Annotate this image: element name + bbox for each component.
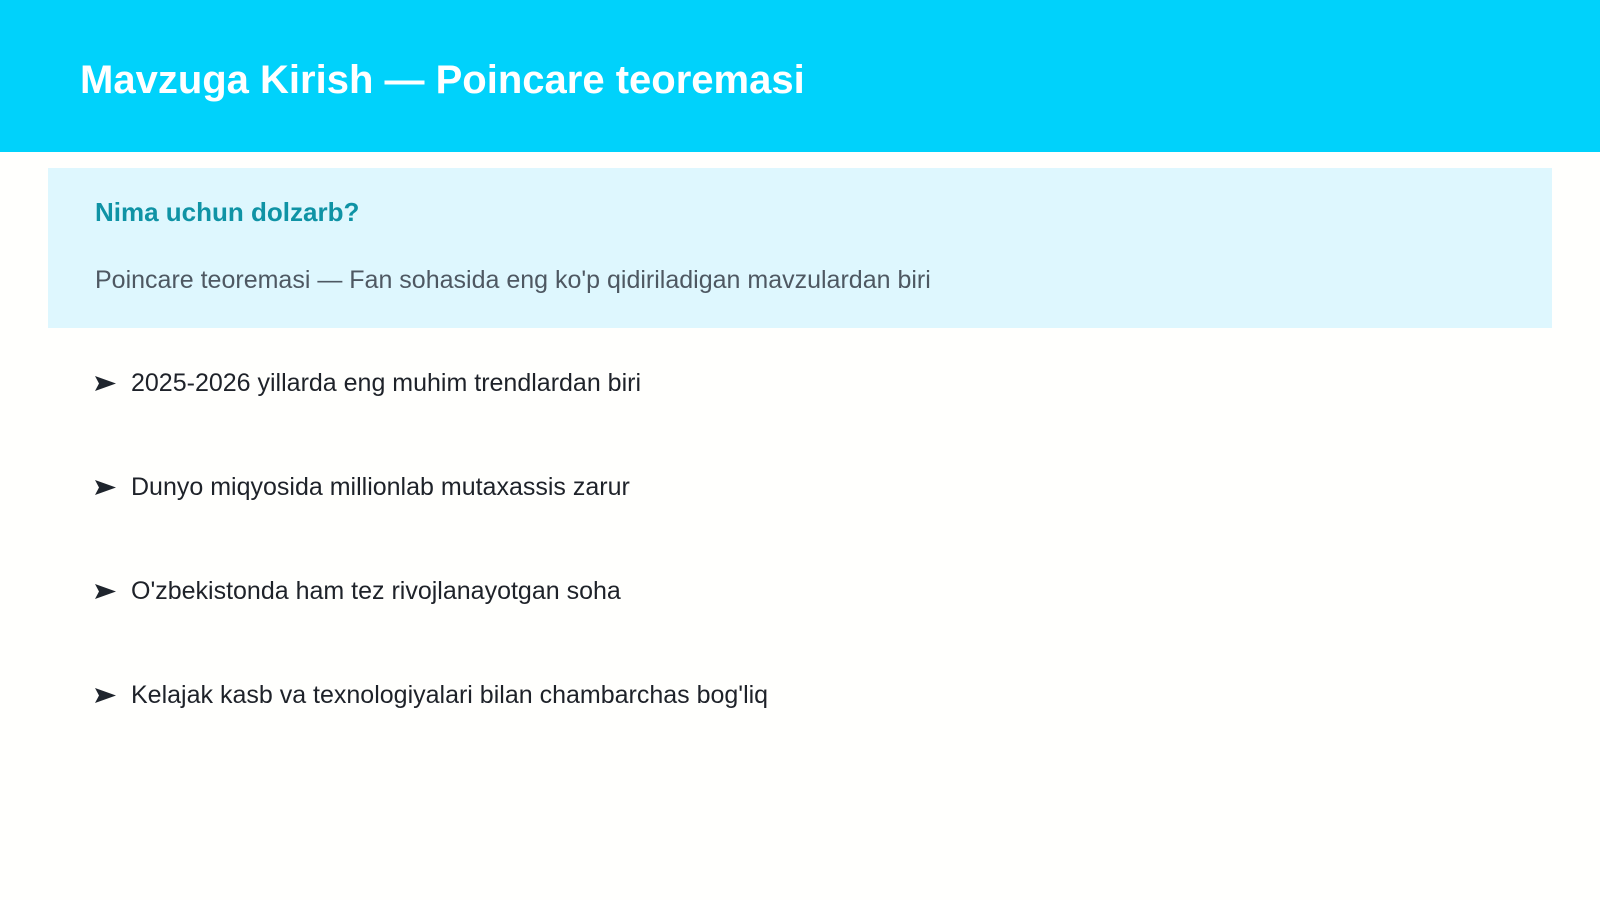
bullet-item (95, 678, 768, 782)
slide-header (0, 0, 1600, 152)
relevance-callout (48, 168, 1552, 328)
bullet-text: 2025-2026 yillarda eng muhim trendlardan biri (131, 369, 642, 397)
callout-heading: Nima uchun dolzarb? (95, 197, 360, 227)
bullet-item (95, 574, 768, 678)
triangle-right-arrow-icon (95, 366, 117, 400)
slide-title: Mavzuga Kirish — Poincare teoremasi (80, 58, 805, 102)
triangle-right-arrow-icon (95, 574, 117, 608)
bullet-text: Dunyo miqyosida millionlab mutaxassis zarur (131, 473, 630, 501)
callout-description: Poincare teoremasi — Fan sohasida eng ko'p qidiriladigan mavzulardan biri (95, 266, 931, 294)
bullet-item (95, 366, 768, 470)
triangle-right-arrow-icon (95, 678, 117, 712)
triangle-right-arrow-icon (95, 470, 117, 504)
bullet-text: O'zbekistonda ham tez rivojlanayotgan soha (131, 577, 621, 605)
bullet-text: Kelajak kasb va texnologiyalari bilan chambarchas bog'liq (131, 681, 769, 709)
bullet-list (95, 366, 768, 782)
bullet-item (95, 470, 768, 574)
